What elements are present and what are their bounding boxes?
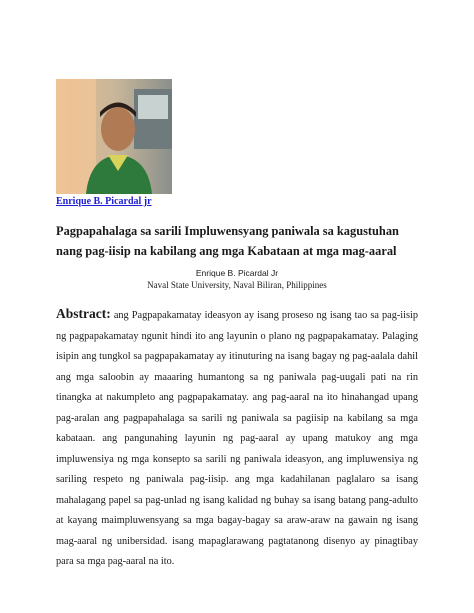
author-link[interactable]: Enrique B. Picardal jr [56,196,152,207]
abstract-label: Abstract: [56,306,111,321]
paper-title: Pagpapahalaga sa sarili Impluwensyang paniwala sa kagustuhan nang pag-iisip na kabilang ang mga Kabataan at mga mag-aaral [56,224,399,258]
author-photo [56,79,172,194]
author-photo-image [56,79,172,194]
abstract-text: ang Pagpapakamatay ideasyon ay isang proseso ng isang tao sa pag-iisip ng pagpapakamatay ngunit hindi ito ang layunin o plano ng pagpapakamatay. Palaging isipin ang tungkol sa pagpapakamatay ay itinuturing na isang bagay ng pag-aalala dahil ang mga saloobin ay maaaring humantong sa ng paniwala pag-uugali pati na rin tinangka at nakumpleto ang pagpapakamatay. ang pag-aaral na ito hinahangad upang pag-aralan ang pagpapahalaga sa sarili ng paniwala sa pagiisip na kabilang sa mga kabataan. ang pangunahing layunin ng pag-aaral ay upang matukoy ang mga impluwensiya ng mga konsepto sa sarili ng paniwala ideasyon, ang impluwensiya ng sariling respeto ng paniwala pag-iisip. ang mga kadahilanan paglalaro sa isang mahalagang papel sa pag-unlad ng isang kalidad ng buhay sa isang batang pang-adulto at kayang maimpluwensyang sa mga bagay-bagay sa araw-araw na gawain ng isang mag-aaral ng unibersidad. isang mapaglarawang pagtatanong disenyo ay pinagtibay para sa mga pag-aaral na ito. [56,310,419,567]
abstract [56,304,418,573]
author-affiliation: Naval State University, Naval Biliran, Philippines [147,280,327,290]
author-name: Enrique B. Picardal Jr [195,268,279,278]
